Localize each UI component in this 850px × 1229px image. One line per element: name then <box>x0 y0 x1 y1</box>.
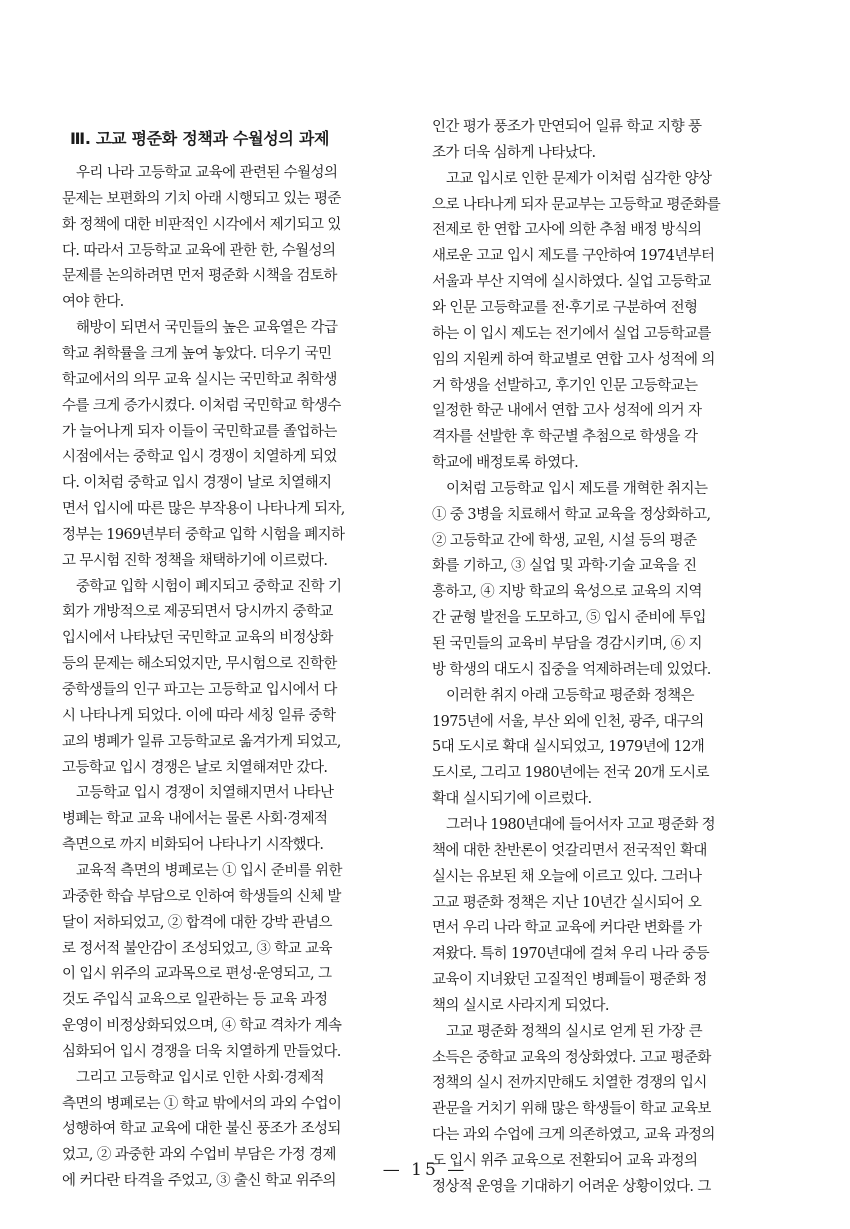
text-line: 수를 크게 증가시켰다. 이처럼 국민학교 학생수 <box>62 397 341 414</box>
text-line: 된 국민들의 교육비 부담을 경감시키며, ⑥ 지 <box>432 636 702 652</box>
text-line: 중학생들의 인구 파고는 고등학교 입시에서 다 <box>62 682 337 698</box>
text-line: 교육적 측면의 병폐로는 ① 입시 준비를 위한 <box>76 862 342 879</box>
text-line: 입시에서 나타났던 국민학교 교육의 비정상화 <box>62 630 333 647</box>
text-line: 문제는 보편화의 기치 아래 시행되고 있는 평준 <box>62 190 341 207</box>
text-line: 간 균형 발전을 도모하고, ⑤ 입시 준비에 투입 <box>432 610 706 627</box>
text-line: 이 입시 위주의 교과목으로 편성·운영되고, 그 <box>62 966 332 983</box>
text-line: 이처럼 고등학교 입시 제도를 개혁한 취지는 <box>446 480 708 497</box>
text-line: 방 학생의 대도시 집중을 억제하려는데 있었다. <box>432 661 711 678</box>
text-line: 인간 평가 풍조가 만연되어 일류 학교 지향 풍 <box>432 119 702 135</box>
text-line: 학교 취학률을 크게 높여 놓았다. 더우기 국민 <box>62 345 332 362</box>
text-line: 측면으로 까지 비화되어 나타나기 시작했다. <box>62 837 324 854</box>
text-line: ① 중 3병을 치료해서 학교 교육을 정상화하고, <box>432 506 711 523</box>
text-line: 그러나 1980년대에 들어서자 고교 평준화 정 <box>446 816 716 833</box>
text-line: 과중한 학습 부담으로 인하여 학생들의 신체 발 <box>62 888 341 905</box>
text-line: 격자를 선발한 후 학군별 추첨으로 학생을 각 <box>432 429 698 446</box>
text-line: 그리고 고등학교 입시로 인한 사회·경제적 <box>76 1069 324 1086</box>
text-line: 고교 평준화 정책은 지난 10년간 실시되어 오 <box>432 894 702 911</box>
section-heading: Ⅲ. 고교 평준화 정책과 수월성의 과제 <box>70 129 330 148</box>
text-line: 서울과 부산 지역에 실시하였다. 실업 고등학교 <box>432 274 711 291</box>
text-line: 흥하고, ④ 지방 학교의 육성으로 교육의 지역 <box>432 584 702 601</box>
text-line: 해방이 되면서 국민들의 높은 교육열은 각급 <box>76 320 338 337</box>
text-line: 정책의 실시 전까지만해도 치열한 경쟁의 입시 <box>432 1075 707 1092</box>
text-line: 가 늘어나게 되자 이들이 국민학교를 졸업하는 <box>62 423 337 440</box>
text-line: ② 고등학교 간에 학생, 교원, 시설 등의 평준 <box>432 532 697 549</box>
text-line: 것도 주입식 교육으로 일관하는 등 교육 과정 <box>62 992 328 1009</box>
text-line: 로 정서적 불안감이 조성되었고, ③ 학교 교육 <box>62 940 332 957</box>
text-line: 정상적 운영을 기대하기 어려운 상황이었다. 그 <box>432 1178 711 1195</box>
text-line: 달이 저하되었고, ② 합격에 대한 강박 관념으 <box>62 914 332 931</box>
text-line: 여야 한다. <box>62 294 124 311</box>
text-line: 고교 평준화 정책의 실시로 얻게 된 가장 큰 <box>446 1023 702 1040</box>
text-line: 학교에 배정토록 하였다. <box>432 455 579 472</box>
text-line: 정부는 1969년부터 중학교 입학 시험을 폐지하 <box>62 526 345 543</box>
text-line: 중학교 입학 시험이 폐지되고 중학교 진학 기 <box>76 578 342 595</box>
text-line: 화를 기하고, ③ 실업 및 과학·기술 교육을 진 <box>432 558 697 575</box>
text-line: 학교에서의 의무 교육 실시는 국민학교 취학생 <box>62 371 337 388</box>
text-line: 심화되어 입시 경쟁을 더욱 치열하게 만들었다. <box>62 1043 341 1060</box>
text-line: 고교 입시로 인한 문제가 이처럼 심각한 양상 <box>446 170 712 187</box>
text-line: 임의 지원케 하여 학교별로 연합 고사 성적에 의 <box>432 351 715 368</box>
text-line: 문제를 논의하려면 먼저 평준화 시책을 검토하 <box>62 268 337 285</box>
text-line: 관문을 거치기 위해 많은 학생들이 학교 교육보 <box>432 1101 711 1118</box>
text-line: 거 학생을 선발하고, 후기인 인문 고등학교는 <box>432 377 698 394</box>
page-number: — 15 — <box>382 1160 468 1180</box>
text-line: 다. 따라서 고등학교 교육에 관한 한, 수월성의 <box>62 242 336 259</box>
text-line: 책의 실시로 사라지게 되었다. <box>432 997 609 1014</box>
text-line: 조가 더욱 심하게 나타났다. <box>432 144 596 161</box>
text-line: 고 무시험 진학 정책을 채택하기에 이르렀다. <box>62 552 328 569</box>
text-line: 면서 우리 나라 학교 교육에 커다란 변화를 가 <box>432 920 702 937</box>
text-line: 시 나타나게 되었다. 이에 따라 세칭 일류 중학 <box>62 707 336 724</box>
text-line: 화 정책에 대한 비판적인 시각에서 제기되고 있 <box>62 216 341 233</box>
text-line: 운영이 비정상화되었으며, ④ 학교 격차가 계속 <box>62 1018 342 1035</box>
text-line: 병폐는 학교 교육 내에서는 물론 사회·경제적 <box>62 811 328 828</box>
text-line: 도시로, 그리고 1980년에는 전국 20개 도시로 <box>432 765 709 782</box>
text-line: 회가 개방적으로 제공되면서 당시까지 중학교 <box>62 604 333 621</box>
text-line: 다. 이처럼 중학교 입시 경쟁이 날로 치열해지 <box>62 475 332 492</box>
text-line: 시점에서는 중학교 입시 경쟁이 치열하게 되었 <box>62 449 337 466</box>
text-line: 교육이 지녀왔던 고질적인 병폐들이 평준화 정 <box>432 972 707 989</box>
text-line: 실시는 유보된 채 오늘에 이르고 있다. 그러나 <box>432 868 702 885</box>
text-line: 일정한 학군 내에서 연합 고사 성적에 의거 자 <box>432 403 702 420</box>
text-line: 책에 대한 찬반론이 엇갈리면서 전국적인 확대 <box>432 842 707 859</box>
text-line: 성행하여 학교 교육에 대한 불신 풍조가 조성되 <box>62 1121 341 1138</box>
text-line: 우리 나라 고등학교 교육에 관련된 수월성의 <box>76 165 338 181</box>
text-line: 이러한 취지 아래 고등학교 평준화 정책은 <box>446 687 694 704</box>
text-line: 소득은 중학교 교육의 정상화였다. 고교 평준화 <box>432 1049 711 1066</box>
text-line: 새로운 고교 입시 제도를 구안하여 1974년부터 <box>432 248 715 265</box>
text-line: 와 인문 고등학교를 전·후기로 구분하여 전형 <box>432 299 698 316</box>
text-line: 확대 실시되기에 이르렀다. <box>432 791 592 808</box>
text-line: 져왔다. 특히 1970년대에 걸쳐 우리 나라 중등 <box>432 946 710 963</box>
text-line: 등의 문제는 해소되었지만, 무시험으로 진학한 <box>62 656 337 673</box>
text-line: 다는 과외 수업에 크게 의존하였고, 교육 과정의 <box>432 1127 715 1144</box>
text-line: 고등학교 입시 경쟁은 날로 치열해져만 갔다. <box>62 759 328 776</box>
text-line: 측면의 병폐로는 ① 학교 밖에서의 과외 수업이 <box>62 1095 342 1112</box>
text-line: 도 입시 위주 교육으로 전환되어 교육 과정의 <box>432 1153 698 1169</box>
text-line: 교의 병폐가 일류 고등학교로 옮겨가게 되었고, <box>62 733 341 750</box>
text-line: 고등학교 입시 경쟁이 치열해지면서 나타난 <box>76 785 334 802</box>
text-line: 으로 나타나게 되자 문교부는 고등학교 평준화를 <box>432 196 721 213</box>
text-line: 에 커다란 타격을 주었고, ③ 출신 학교 위주의 <box>62 1173 336 1190</box>
text-line: 하는 이 입시 제도는 전기에서 실업 고등학교를 <box>432 325 711 342</box>
text-line: 면서 입시에 따른 많은 부작용이 나타나게 되자, <box>62 501 345 518</box>
text-line: 전제로 한 연합 고사에 의한 추첨 배정 방식의 <box>432 222 702 239</box>
text-line: 1975년에 서울, 부산 외에 인천, 광주, 대구의 <box>432 713 704 730</box>
text-line: 5대 도시로 확대 실시되었고, 1979년에 12개 <box>432 739 705 756</box>
text-line: 었고, ② 과중한 과외 수업비 부담은 가정 경제 <box>62 1147 336 1164</box>
